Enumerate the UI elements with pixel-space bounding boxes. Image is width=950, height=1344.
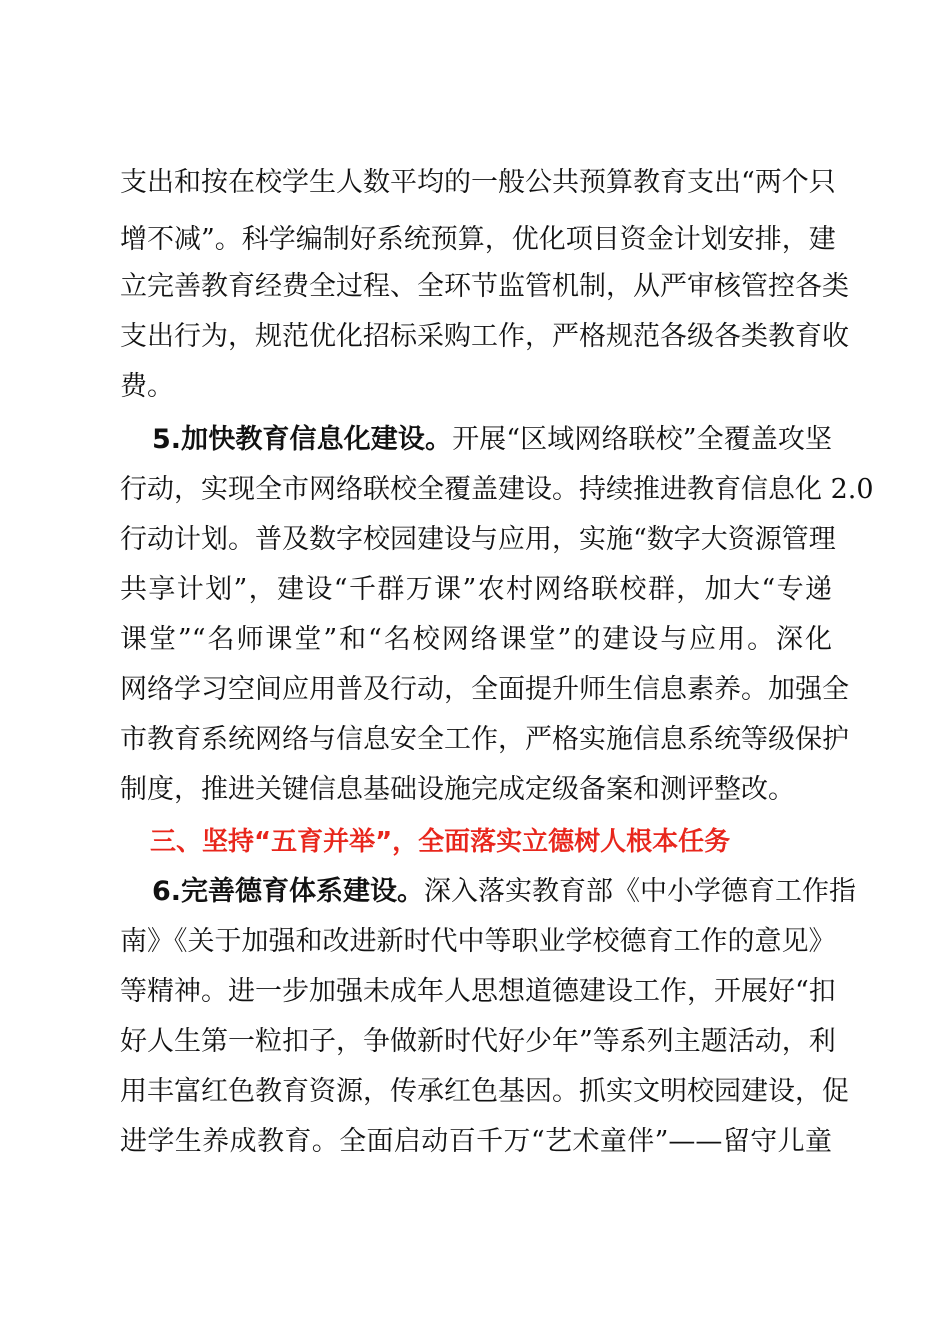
para-5-first-rest: 开展“区域网络联校”全覆盖攻坚 bbox=[452, 424, 832, 455]
para-4-line-1: 支出和按在校学生人数平均的一般公共预算教育支出“两个只 bbox=[120, 167, 836, 198]
para-6-first-line bbox=[152, 872, 857, 912]
para-5-line-5: 课堂”“名师课堂”和“名校网络课堂”的建设与应用。深化 bbox=[120, 624, 832, 655]
para-5-line-8: 制度，推进关键信息基础设施完成定级备案和测评整改。 bbox=[120, 774, 795, 805]
para-6-line-3: 等精神。进一步加强未成年人思想道德建设工作，开展好“扣 bbox=[120, 976, 836, 1007]
para-4-line-2: 增不减”。科学编制好系统预算，优化项目资金计划安排，建 bbox=[120, 224, 836, 255]
para-5-line-7: 市教育系统网络与信息安全工作，严格实施信息系统等级保护 bbox=[120, 724, 849, 755]
para-5-line-4: 共享计划”，建设“千群万课”农村网络联校群，加大“专递 bbox=[120, 574, 832, 605]
para-4-line-4: 支出行为，规范优化招标采购工作，严格规范各级各类教育收 bbox=[120, 321, 849, 352]
para-6-line-4: 好人生第一粒扣子，争做新时代好少年”等系列主题活动，利 bbox=[120, 1026, 836, 1057]
para-4-line-5: 费。 bbox=[120, 371, 174, 402]
para-5-line-2: 行动，实现全市网络联校全覆盖建设。持续推进教育信息化 2.0 bbox=[120, 474, 874, 505]
para-6-line-6: 进学生养成教育。全面启动百千万“艺术童伴”——留守儿童 bbox=[120, 1126, 832, 1157]
para-6-line-5: 用丰富红色教育资源，传承红色基因。抓实文明校园建设，促 bbox=[120, 1076, 849, 1107]
para-6-line-2: 南》《关于加强和改进新时代中等职业学校德育工作的意见》 bbox=[120, 926, 836, 957]
para-6-title: 6.完善德育体系建设。 bbox=[152, 876, 425, 907]
para-6-first-rest: 深入落实教育部《中小学德育工作指 bbox=[424, 876, 857, 907]
para-4-line-3: 立完善教育经费全过程、全环节监管机制，从严审核管控各类 bbox=[120, 271, 849, 302]
para-5-line-6: 网络学习空间应用普及行动，全面提升师生信息素养。加强全 bbox=[120, 674, 849, 705]
para-5-first-line bbox=[152, 420, 832, 460]
para-5-title: 5.加快教育信息化建设。 bbox=[152, 424, 453, 455]
para-5-line-3: 行动计划。普及数字校园建设与应用，实施“数字大资源管理 bbox=[120, 524, 836, 555]
section-3-heading: 三、坚持“五育并举”，全面落实立德树人根本任务 bbox=[150, 827, 731, 857]
